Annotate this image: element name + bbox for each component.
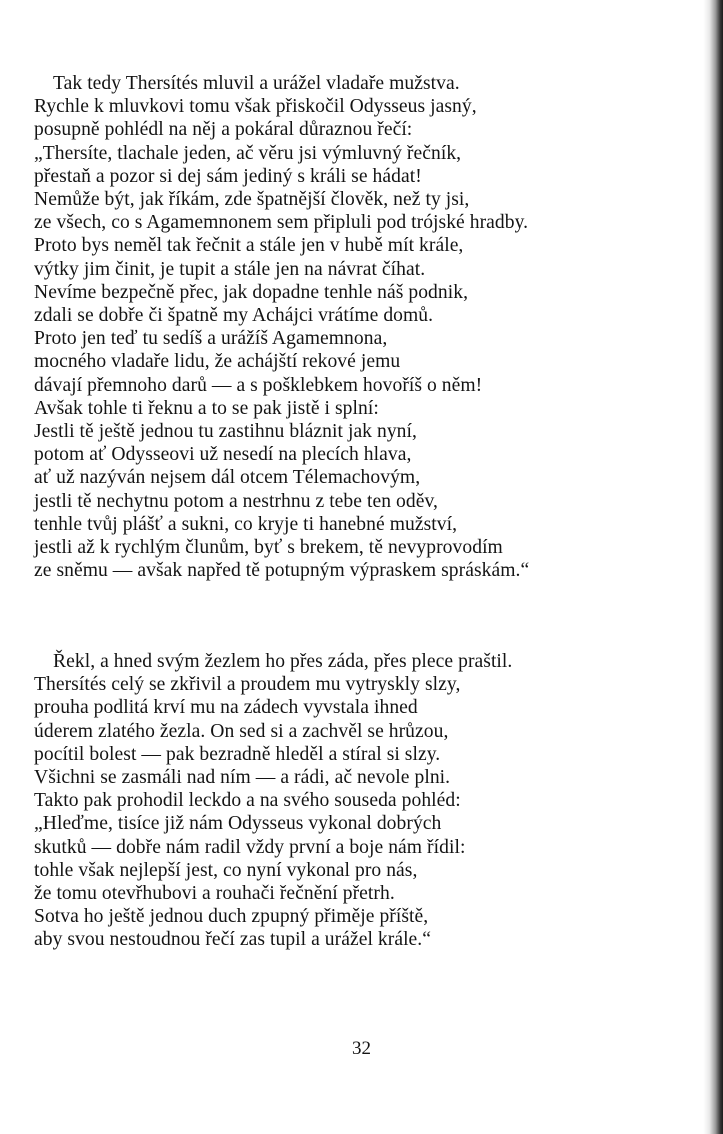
book-spine-edge xyxy=(693,0,723,1134)
verse-line: Sotva ho ještě jednou duch zpupný přiměje příště, xyxy=(34,906,429,928)
verse-line: Avšak tohle ti řeknu a to se pak jistě i splní: xyxy=(34,397,379,419)
verse-line: „Thersíte, tlachale jeden, ač věru jsi výmluvný řečník, xyxy=(34,142,462,164)
verse-line: posupně pohlédl na něj a pokáral důraznou řečí: xyxy=(34,119,413,141)
verse-line: aby svou nestoudnou řečí zas tupil a urážel krále.“ xyxy=(34,929,431,951)
verse-line: Proto bys neměl tak řečnit a stále jen v hubě mít krále, xyxy=(34,235,464,257)
verse-line: Nemůže být, jak říkám, zde špatnější člověk, než ty jsi, xyxy=(34,189,470,211)
verse-line: výtky jim činit, je tupit a stále jen na návrat číhat. xyxy=(34,258,426,280)
verse-line: Jestli tě ještě jednou tu zastihnu bláznit jak nyní, xyxy=(34,421,417,443)
verse-line: Řekl, a hned svým žezlem ho přes záda, přes plece praštil. xyxy=(53,651,513,672)
verse-line: přestaň a pozor si dej sám jediný s králi se hádat! xyxy=(34,165,422,187)
verse-line: zdali se dobře či špatně my Achájci vrátíme domů. xyxy=(34,305,434,327)
verse-line: Tak tedy Thersítés mluvil a urážel vladaře mužstva. xyxy=(53,73,460,94)
verse-line: úderem zlatého žezla. On sed si a zachvěl se hrůzou, xyxy=(34,720,449,742)
verse-line: Takto pak prohodil leckdo a na svého souseda pohléd: xyxy=(34,790,461,812)
verse-line: ať už nazýván nejsem dál otcem Télemachovým, xyxy=(34,467,421,489)
verse-line: pocítil bolest — pak bezradně hleděl a stíral si slzy. xyxy=(34,743,441,765)
verse-line: tohle však nejlepší jest, co nyní vykonal pro nás, xyxy=(34,859,418,881)
verse-line: mocného vladaře lidu, že achájští rekové jemu xyxy=(34,351,401,373)
verse-line: ze sněmu — avšak napřed tě potupným výpraskem spráskám.“ xyxy=(34,560,530,582)
verse-line: Rychle k mluvkovi tomu však přiskočil Odysseus jasný, xyxy=(34,96,477,118)
verse-line: tenhle tvůj plášť a sukni, co kryje ti hanebné mužství, xyxy=(34,513,458,535)
verse-line: Thersítés celý se zkřivil a proudem mu vytryskly slzy, xyxy=(34,674,461,696)
verse-line: prouha podlitá krví mu na zádech vyvstala ihned xyxy=(34,697,418,719)
verse-line: Nevíme bezpečně přec, jak dopadne tenhle náš podnik, xyxy=(34,281,469,303)
verse-line: dávají přemnoho darů — a s pošklebkem hovoříš o něm! xyxy=(34,374,483,396)
verse-line: Všichni se zasmáli nad ním — a rádi, ač nevole plni. xyxy=(34,767,451,789)
verse-line: že tomu otevřhubovi a rouhači řečnění přetrh. xyxy=(34,883,395,905)
verse-line: potom ať Odysseovi už nesedí na plecích hlava, xyxy=(34,444,412,466)
verse-line: ze všech, co s Agamemnonem sem připluli pod trójské hradby. xyxy=(34,212,529,234)
page-number: 32 xyxy=(352,1038,371,1059)
verse-line: „Hleďme, tisíce již nám Odysseus vykonal dobrých xyxy=(34,813,442,835)
verse-line: skutků — dobře nám radil vždy první a boje nám řídil: xyxy=(34,836,466,858)
stanza xyxy=(34,650,674,952)
stanza xyxy=(34,72,674,582)
verse-line: jestli tě nechytnu potom a nestrhnu z tebe ten oděv, xyxy=(34,490,438,512)
verse-line: jestli až k rychlým člunům, byť s brekem, tě nevyprovodím xyxy=(34,537,503,559)
verse-line: Proto jen teď tu sedíš a urážíš Agamemnona, xyxy=(34,328,388,350)
